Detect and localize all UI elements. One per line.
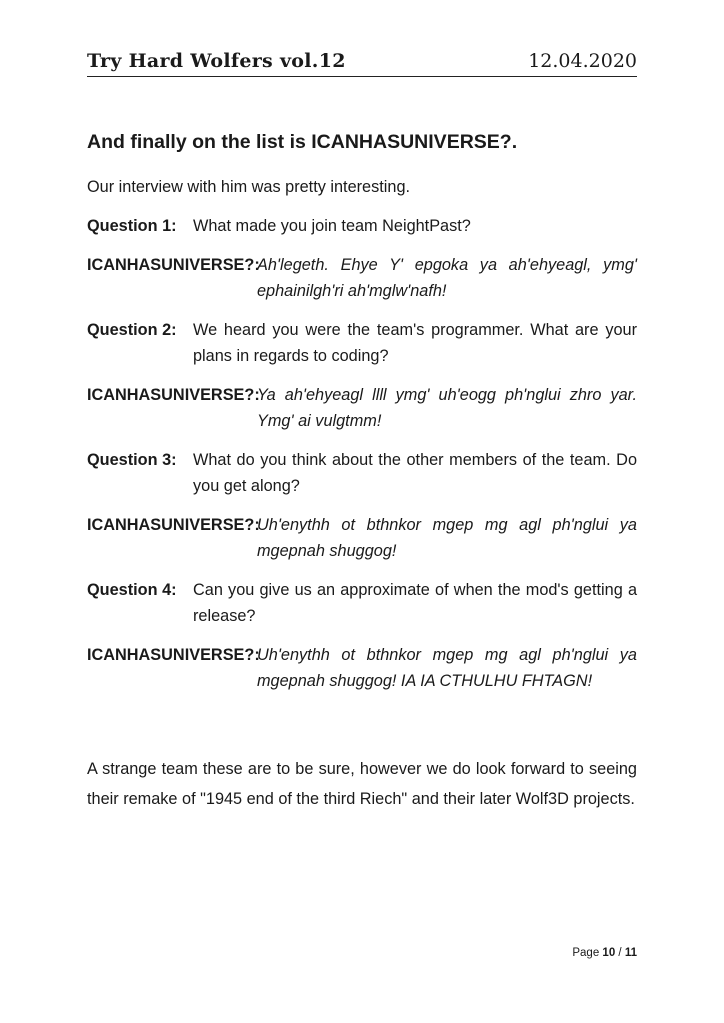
- qa-question-4: [87, 577, 637, 629]
- question-label: Question 1:: [87, 217, 177, 235]
- question-text: What made you join team NeightPast?: [193, 217, 471, 235]
- answer-text: Ya ah'ehyeagl llll ymg' uh'eogg ph'nglui zhro yar. Ymg' ai vulgtmm!: [257, 386, 637, 430]
- total-pages: 11: [624, 947, 637, 959]
- qa-answer-2: [87, 382, 637, 434]
- qa-answer-1: [87, 252, 637, 304]
- qa-answer-3: [87, 512, 637, 564]
- issue-date: 12.04.2020: [528, 50, 637, 72]
- answer-label: ICANHASUNIVERSE?:: [87, 516, 260, 534]
- question-text: What do you think about the other members of the team. Do you get along?: [193, 451, 637, 495]
- article-heading: And finally on the list is ICANHASUNIVERSE?.: [87, 131, 518, 153]
- answer-label: ICANHASUNIVERSE?:: [87, 646, 260, 664]
- magazine-title: Try Hard Wolfers vol.12: [87, 50, 346, 72]
- qa-question-2: [87, 317, 637, 369]
- page-label: Page: [572, 947, 600, 959]
- closing-paragraph: A strange team these are to be sure, however we do look forward to seeing their remake of "1945 end of the third Riech" and their later Wolf3D projects.: [87, 760, 637, 808]
- page-header: [87, 44, 637, 77]
- current-page: 10: [602, 947, 616, 959]
- question-text: Can you give us an approximate of when the mod's getting a release?: [193, 581, 637, 625]
- answer-text: Ah'legeth. Ehye Y' epgoka ya ah'ehyeagl, ymg' ephainilgh'ri ah'mglw'nafh!: [257, 256, 637, 300]
- intro-paragraph: Our interview with him was pretty interesting.: [87, 178, 411, 196]
- article-body: [87, 128, 637, 814]
- question-text: We heard you were the team's programmer. What are your plans in regards to coding?: [193, 321, 637, 365]
- question-label: Question 2:: [87, 321, 177, 339]
- qa-question-3: [87, 447, 637, 499]
- answer-label: ICANHASUNIVERSE?:: [87, 386, 260, 404]
- question-label: Question 3:: [87, 451, 177, 469]
- qa-question-1: [87, 213, 637, 239]
- page-number: [572, 947, 637, 959]
- answer-label: ICANHASUNIVERSE?:: [87, 256, 260, 274]
- question-label: Question 4:: [87, 581, 177, 599]
- qa-answer-4: [87, 642, 637, 694]
- answer-text: Uh'enythh ot bthnkor mgep mg agl ph'nglui ya mgepnah shuggog!: [257, 516, 637, 560]
- page-separator: /: [618, 947, 622, 959]
- answer-text: Uh'enythh ot bthnkor mgep mg agl ph'nglui ya mgepnah shuggog! IA IA CTHULHU FHTAGN!: [257, 646, 637, 690]
